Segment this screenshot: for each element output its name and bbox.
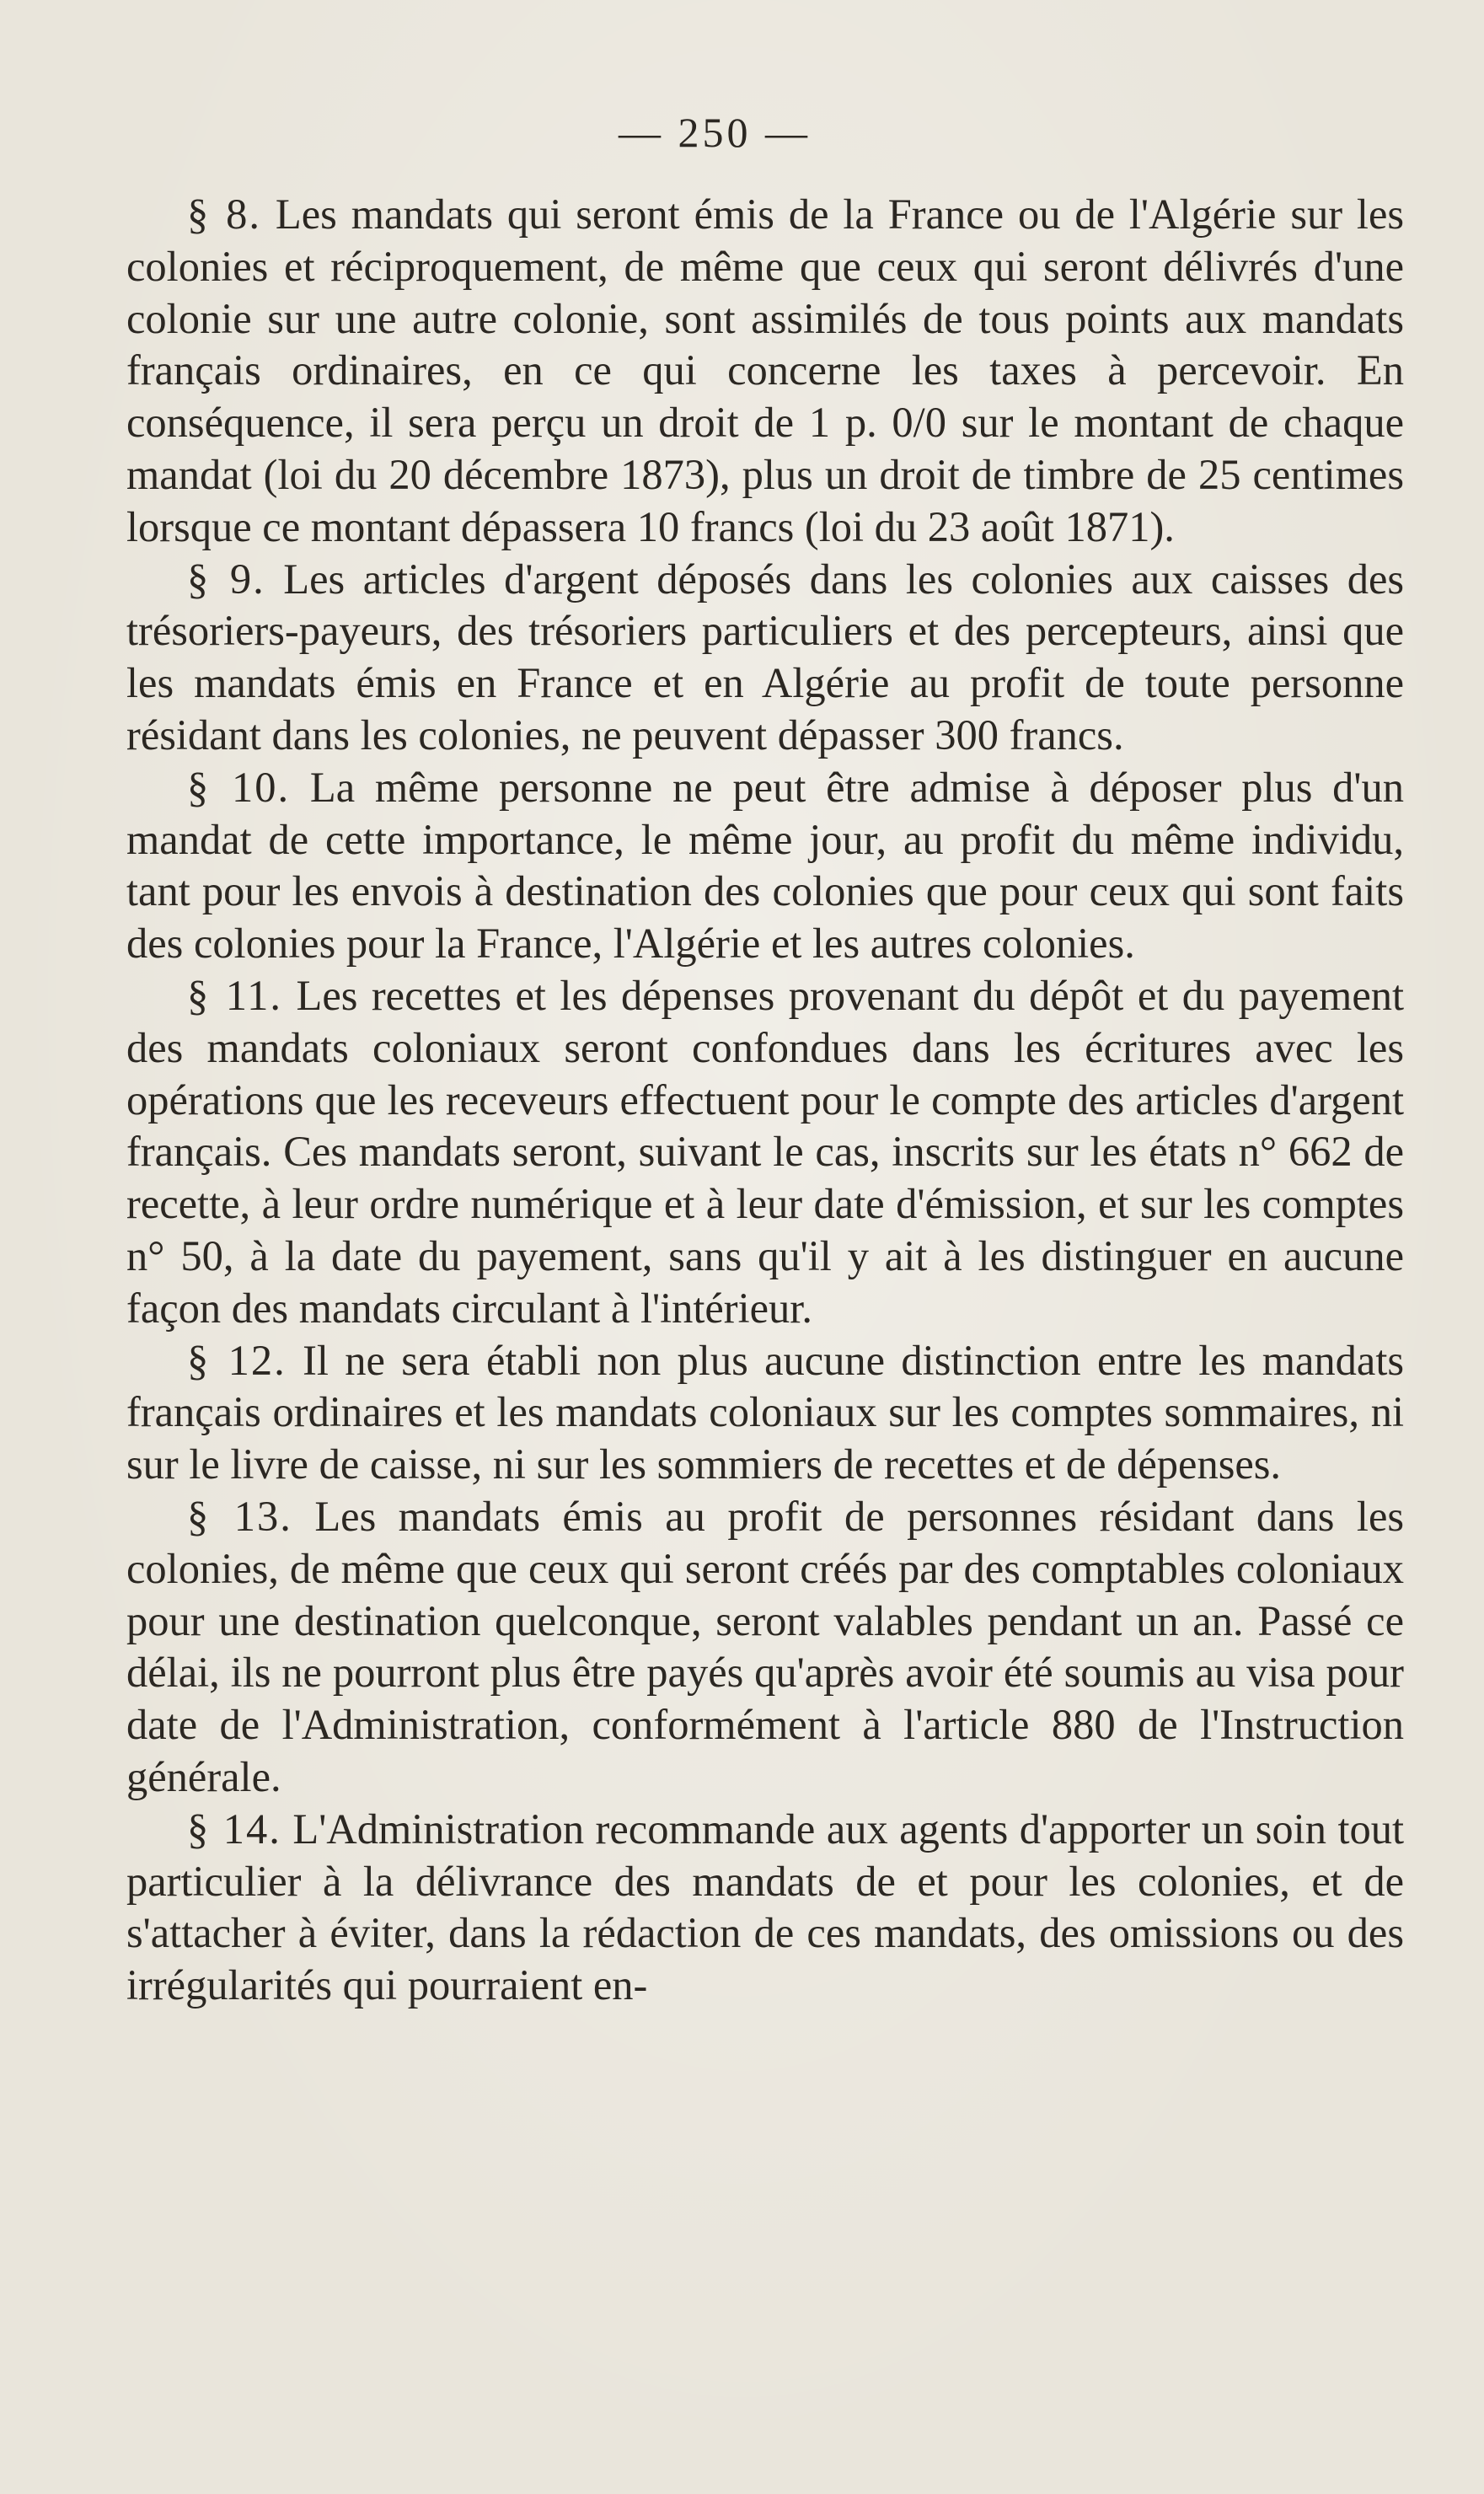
paragraph-section-8 (126, 189, 1404, 554)
section-number: § 8. (187, 190, 262, 238)
paragraph-text: Il ne sera établi non plus aucune distinction entre les mandats français ordinaires et les mandats coloniaux sur les comptes sommaires, ni sur le livre de caisse, ni sur les sommiers de recettes et de dépenses. (126, 1336, 1405, 1488)
paragraph-section-10 (126, 762, 1404, 970)
section-number: § 12. (187, 1336, 287, 1384)
paragraph-text: Les articles d'argent déposés dans les colonies aux caisses des trésoriers-payeurs, des trésoriers particuliers et des percepteurs, ainsi que les mandats émis en France et en Algérie au profit de toute personne résidant dans les colonies, ne peuvent dépasser 300 francs. (126, 555, 1405, 759)
paragraph-text: La même personne ne peut être admise à déposer plus d'un mandat de cette importance, le même jour, au profit du même individu, tant pour les envois à destination des colonies que pour ceux qui sont faits des colonies pour la France, l'Algérie et les autres colonies. (126, 763, 1405, 968)
section-number: § 10. (187, 763, 291, 811)
section-number: § 11. (187, 971, 282, 1019)
paragraph-text: L'Administration recommande aux agents d'apporter un soin tout particulier à la délivrance des mandats de et pour les colonies, et de s'attacher à éviter, dans la rédaction de ces mandats, des omissions ou des irrégularités qui pourraient en- (126, 1805, 1405, 2009)
section-number: § 14. (187, 1805, 281, 1853)
paragraph-section-14 (126, 1804, 1404, 2012)
section-number: § 9. (187, 555, 265, 603)
paragraph-section-13 (126, 1491, 1404, 1804)
paragraph-text: Les mandats émis au profit de personnes résidant dans les colonies, de même que ceux qui seront créés par des comptables coloniaux pour une destination quelconque, seront valables pendant un an. Passé ce délai, ils ne pourront plus être payés qu'après avoir été soumis au visa pour date de l'Administration, conformément à l'article 880 de l'Instruction générale. (126, 1492, 1405, 1800)
paragraph-text: Les mandats qui seront émis de la France ou de l'Algérie sur les colonies et réciproquement, de même que ceux qui seront délivrés d'une colonie sur une autre colonie, sont assimilés de tous points aux mandats français ordinaires, en ce qui concerne les taxes à percevoir. En conséquence, il sera perçu un droit de 1 p. 0/0 sur le montant de chaque mandat (loi du 20 décembre 1873), plus un droit de timbre de 25 centimes lorsque ce montant dépassera 10 francs (loi du 23 août 1871). (126, 190, 1405, 550)
section-number: § 13. (187, 1492, 292, 1540)
paragraph-section-11 (126, 970, 1404, 1335)
page-number: — 250 — (619, 109, 811, 156)
paragraph-section-12 (126, 1335, 1404, 1491)
paragraph-text: Les recettes et les dépenses provenant du dépôt et du payement des mandats coloniaux seront confondues dans les écritures avec les opérations que les receveurs effectuent pour le compte des articles d'argent français. Ces mandats seront, suivant le cas, inscrits sur les états n° 662 de recette, à leur ordre numérique et à leur date d'émission, et sur les comptes n° 50, à la date du payement, sans qu'il y ait à les distinguer en aucune façon des mandats circulant à l'intérieur. (126, 971, 1405, 1332)
paragraph-section-9 (126, 554, 1404, 762)
